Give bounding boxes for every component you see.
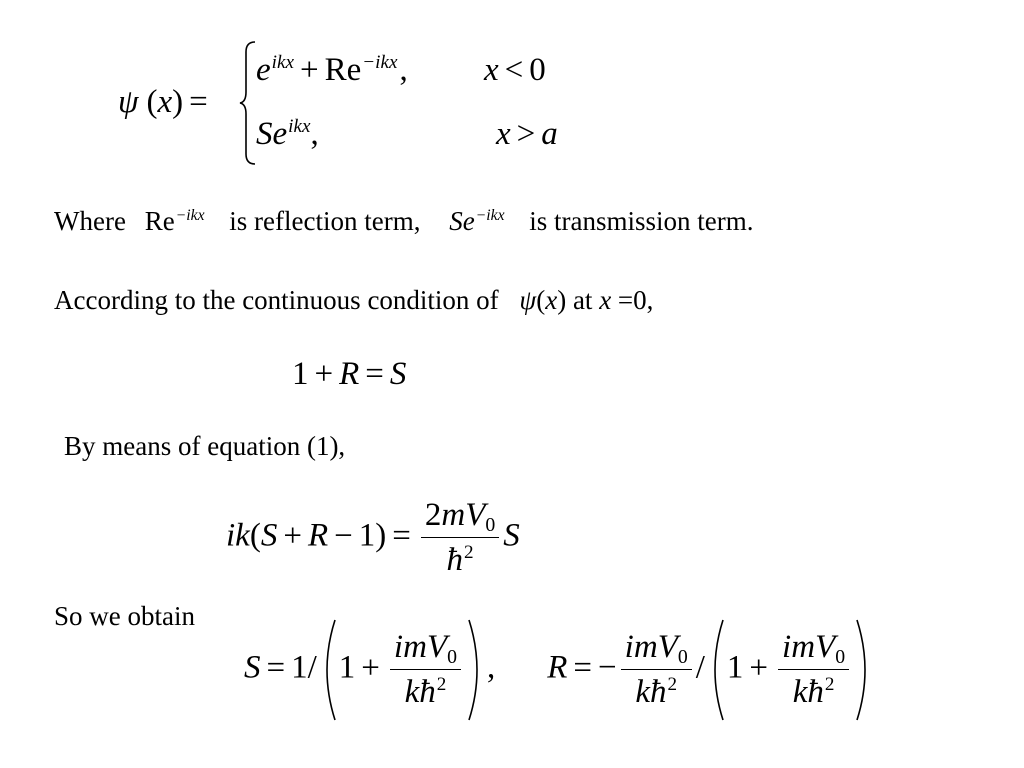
fraction-imv0-over-khbar2-a: $\frac{imV_0}{kħ^2}$ xyxy=(390,631,461,709)
right-paren-1 xyxy=(465,618,487,722)
transmission-term: $Se^{-ikx}$ xyxy=(449,206,505,236)
according-text: According to the continuous condition of xyxy=(54,285,499,315)
fraction-2mv0-over-hbar2: $\frac{2mV_0}{ħ^2}$ xyxy=(421,499,499,577)
reflection-term: $Re^{-ikx}$ xyxy=(144,206,205,236)
wavefunction-lhs: ψ (x) = xyxy=(118,84,208,120)
where-word: Where xyxy=(54,206,126,236)
result-equations: S = 1/ 1 + $\frac{imV_0}{kħ^2}$ , R = − $\frac{imV_0}{kħ^2}$ / 1 + $\frac{imV_0}{kħ^2}$ xyxy=(244,618,875,722)
derivative-equation: ik(S + R − 1) = $\frac{2mV_0}{ħ^2}$ S xyxy=(226,497,520,578)
boundary-equation: 1 + R = S xyxy=(292,356,407,392)
psi-of-x: ψ(x) xyxy=(519,285,567,315)
transmission-label: is transmission term. xyxy=(529,206,754,236)
left-paren-1 xyxy=(317,618,339,722)
where-line xyxy=(54,208,754,235)
by-means-line: By means of equation (1), xyxy=(64,431,346,461)
left-paren-2 xyxy=(705,618,727,722)
piecewise-case-1-condition: x < 0 xyxy=(484,52,546,88)
piecewise-case-1: $e^{ikx} + Re^{-ikx}$, xyxy=(256,52,408,88)
piecewise-case-2: $Se^{ikx}$, xyxy=(256,116,319,152)
piecewise-brace xyxy=(238,40,258,166)
piecewise-case-2-condition: x > a xyxy=(496,116,558,152)
fraction-imv0-over-khbar2-c: $\frac{imV_0}{kħ^2}$ xyxy=(778,631,849,709)
psi-argument: x xyxy=(157,84,173,120)
psi-symbol: ψ xyxy=(118,84,139,120)
according-line: According to the continuous condition of ψ(x) at x =0, xyxy=(54,285,654,315)
fraction-imv0-over-khbar2-b: $\frac{imV_0}{kħ^2}$ xyxy=(621,631,692,709)
reflection-label: is reflection term, xyxy=(229,206,421,236)
right-paren-2 xyxy=(853,618,875,722)
so-obtain-line: So we obtain xyxy=(54,601,195,631)
